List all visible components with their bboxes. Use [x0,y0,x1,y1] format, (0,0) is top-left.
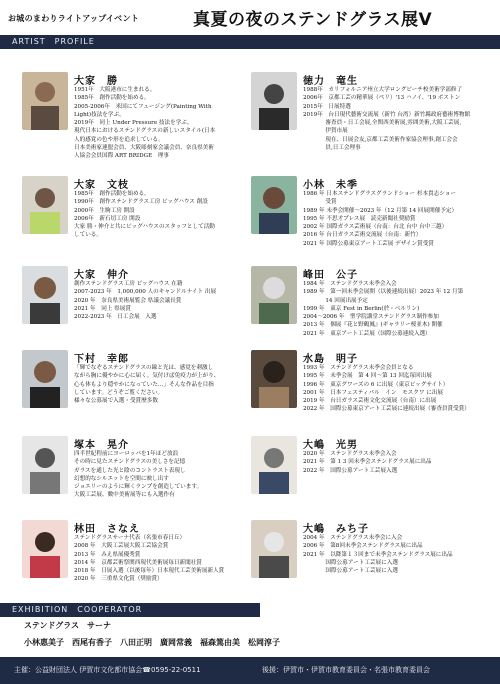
artist-photo [251,266,297,324]
artist-photo [22,520,68,578]
artist-photo [22,266,68,324]
cooperator-studio: ステンドグラス サーナ [24,620,112,630]
artist-name: 峰田 公子 [303,270,358,281]
artist-name: 下村 幸郎 [74,354,129,365]
footer-organizer: 主催：公益財団法人 伊賀市文化都市協会☎0595-22-0511 [14,666,201,674]
artist-bio: 四半世紀程前にヨーロッパを1年ほど放浪 その時に見たステンドグラスの美しさを記憶 ガラスを通した光と陰のコントラスト表現し 幻想的なシルエットを空間に映し出す ジョエリーのように輝くランプを創造しています。 大阪工芸展、數中美術展等にも入選作有 [74,451,203,499]
artist-bio: 創作ステンドグラス工房 ビッグハウス 在籍 2007-2023 年 1,000,000 人のキャンドルナイト 出展 2020 年 奈良県美術展覧会 県議会議長賞 2021 年 同上 県展賞 2022-2023 年 日工会展 入選 [74,281,217,321]
artist-bio: 1984 年 ステンドグラス未季会入会 1989 年 第一回未季会展開（以後連続出展）2023 年 12 月第 14 回展出展予定 1999 年 東京 Fest in Berlin(於・ベルリン) 2004～2006 年 聖学院講堂ステンドグラス制作参加 2013 年 個展『花と野鶴鳳』(ギャラリー桜並木) 開催 2021 年 東京アート工芸展（国際公募連続入選） [303,281,464,337]
section-label: EXHIBITION COOPERATOR [12,605,143,614]
artist-name: 大嶋 みち子 [303,524,369,535]
cooperator-members: 小林惠美子 西尾有香子 八田正明 廣岡常義 福森篤由美 松岡淳子 [24,637,280,647]
artist-bio: 2004 年 ステンドグラス未季会に入会 2006 年 第8回未季会ステンドグラス展に出品 2021 年 以降第１３回まで未季会ステンドグラス展に出品 国際公募アート工芸展に入選 国際公募アート工芸展に入選 [303,535,453,575]
artist-name: 大家 伸介 [74,270,129,281]
artist-name: 林田 さなえ [74,524,140,535]
artist-bio: 1985年 創作活動を始める。 1990年 創作ステンドグラス工房 ビッグハウス 創設 2000年 生駒工房 開設 2006年 新石切工房 開設 大家 勝・伸介と共にビッグハウスのスタッフとして活動 している。 [74,191,215,239]
artist-photo [251,176,297,234]
artist-name: 大嶋 光男 [303,440,358,451]
artist-photo [22,350,68,408]
section-label: ARTIST PROFILE [12,37,95,46]
section-bar-cooperator [0,603,260,617]
artist-photo [251,350,297,408]
footer [0,657,500,684]
artist-photo [251,520,297,578]
artist-name: 塚本 晃介 [74,440,129,451]
artist-name: 徳力 竜生 [303,76,358,87]
event-subtitle: お城のまわりライトアップイベント [8,14,140,23]
artist-name: 水島 明子 [303,354,358,365]
section-bar-artist-profile [0,35,500,49]
artist-bio: 1993 年 ステンドグラス未季会会員となる 1995 年 未季会展 第 4 回～第 13 回迄毎回出展 1996 年 東京グワーズの 6 に出展（東京ビッグサイト） 2001 年 日本フェスティバル イン モスクワ に出展 2019 年 台日ガラス芸術文化交流展（台南）に出展 2022 年 国際公募東京アート工芸展に連続出展（審査員賞受賞） [303,365,470,413]
artist-bio: 2020 年 ステンドグラス未季会入会 2021 年 第 1 3 回未季会ステンドグラス展に出品 2022 年 国際公募アート工芸展入選 [303,451,432,474]
artist-name: 小林 未季 [303,180,358,191]
artist-photo [251,436,297,494]
artist-photo [22,436,68,494]
artist-name: 大家 勝 [74,76,118,87]
artist-bio: 1988年 カリフォルニア州立大学ロングビーチ校美術学部修了 2006年 京都工芸の精華展（ペリ）'13 ハノイ、'19 ボストン 2015年 日展特選 2019年 台日現代藝術交流展（新竹 台湾）新竹縣政府藝術博物館 審査員・日工会展,全関西美術展,雰囲美術,大阪工芸展, 伊賀市展 現在、日展会友,京都工芸美術作家協会理事,創工会会 員,日工会理事 [303,87,471,152]
artist-photo [22,72,68,130]
artist-bio: 1951年 大阪港市に生まれる。 1985年 創作活動を始める。 2005-2006年 米国にてフュージング(Painting With Light)技法を学ぶ。 2019年 同上 Under Pressure 技法を学ぶ。 現代日本におけるステンドグラスの新しいスタイル(日本 人的感覚の色や形を追求している。 日本美術家連盟会員、大阪彫刻家会議会員、奈良県美術 人協会会員国際 ART BRIDGE 理事 [74,87,216,160]
artist-photo [251,72,297,130]
page-title: 真夏の夜のステンドグラス展Ⅴ [193,10,433,30]
footer-sponsors: 後援：伊賀市・伊賀市教育委員会・名張市教育委員会 [262,666,430,674]
artist-bio: 「輝でなぞるステンドグラスの線と光は、感覚を刺激し ながら胸に優やかに心に届く。気付けば免疫力が上がり、 心も体もより穏やかになっていた…」そんな作品を目指 しています。どうぞご覧ください。 様々な公募展で入選・受賞歴多数 [74,365,220,405]
artist-bio: 1986 年 日本ステンドグラスグランドショー 杉本貴志ショー 受賞 1989 年 未季会開催～2023 年（12 月第 14 回展開催予定） 1995 年 不思才プレス展 読売新聞社奨励賞 2002 年 国際ガラス芸術展（台南：台北 台中 台中三越） 2016 年 台日ガラス芸術交流展（台南：新竹） 2021 年 国際公募東京アート工芸展 デザイン賞受賞 [303,191,458,247]
artist-bio: ステンドグラスサーナ代表（名張市春日丘） 2008 年 大阪工芸展大阪工芸協会賞 2013 年 みえ県展優秀賞 2014 年 京都芸術祭関西現代美術展毎日新聞社賞 2018 年 日展入選（以後毎年）日本現代工芸美術展新人賞 2020 年 三重県文化賞（奨励賞） [74,535,225,583]
artist-name: 大家 文枝 [74,180,129,191]
artist-photo [22,176,68,234]
